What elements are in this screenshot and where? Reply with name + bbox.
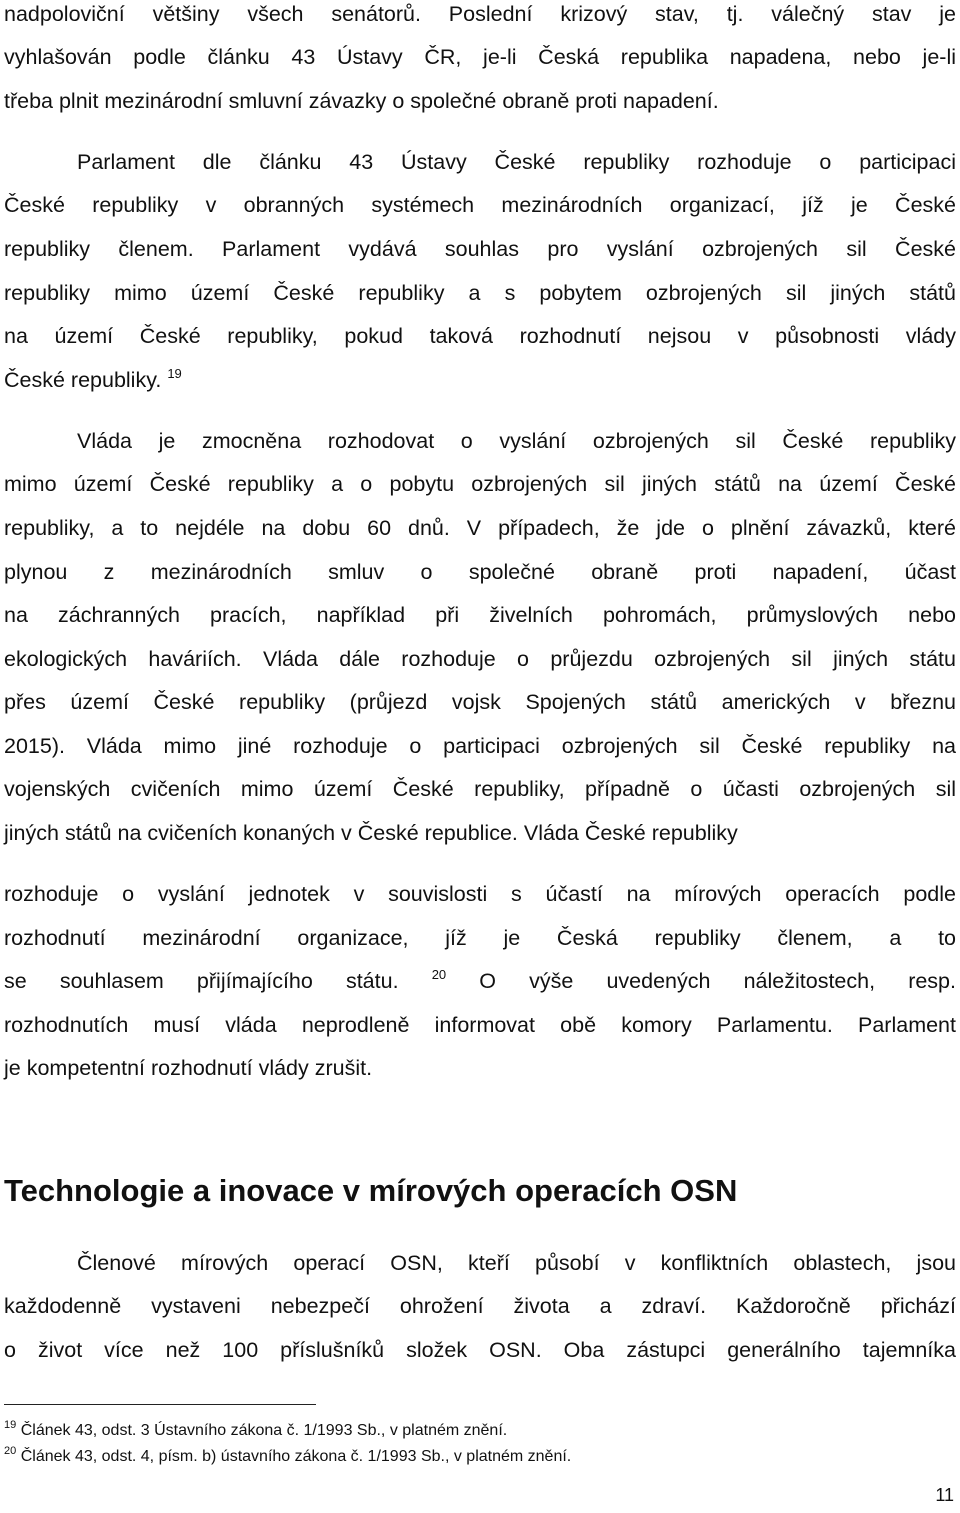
paragraph-line: republiky členem. Parlament vydává souhlas pro vyslání ozbrojených sil České bbox=[4, 237, 956, 261]
paragraph-line: každodenně vystaveni nebezpečí ohrožení života a zdraví. Každoročně přichází bbox=[4, 1294, 956, 1318]
footnote-text: Článek 43, odst. 3 Ústavního zákona č. 1/1993 Sb., v platném znění. bbox=[20, 1422, 508, 1439]
paragraph-line: vyhlašován podle článku 43 Ústavy ČR, je-li Česká republika napadena, nebo je-li bbox=[4, 45, 956, 69]
paragraph-line: na území České republiky, pokud taková rozhodnutí nejsou v působnosti vlády bbox=[4, 324, 956, 348]
footnote-reference[interactable]: 19 bbox=[167, 366, 182, 381]
footnote bbox=[4, 1446, 571, 1468]
paragraph-line: plynou z mezinárodních smluv o společné obraně proti napadení, účast bbox=[4, 560, 956, 584]
paragraph-line: mimo území České republiky a o pobytu ozbrojených sil jiných států na území České bbox=[4, 472, 956, 496]
paragraph-line: republiky, a to nejdéle na dobu 60 dnů. V případech, že jde o plnění závazků, které bbox=[4, 516, 956, 540]
paragraph-line: České republiky v obranných systémech mezinárodních organizací, jíž je České bbox=[4, 193, 956, 217]
footnote-number: 20 bbox=[4, 1445, 17, 1457]
section-heading: Technologie a inovace v mírových operacích OSN bbox=[4, 1173, 738, 1208]
paragraph-line: Členové mírových operací OSN, kteří působí v konfliktních oblastech, jsou bbox=[77, 1251, 956, 1275]
footnote bbox=[4, 1420, 507, 1442]
paragraph-line: přes území České republiky (průjezd vojsk Spojených států amerických v březnu bbox=[4, 690, 956, 714]
paragraph-line bbox=[4, 967, 956, 995]
paragraph-text: O výše uvedených náležitostech, resp. bbox=[479, 969, 956, 993]
footnote-reference[interactable]: 20 bbox=[431, 967, 447, 982]
paragraph-line: Parlament dle článku 43 Ústavy České republiky rozhoduje o participaci bbox=[77, 150, 956, 174]
paragraph-line: Vláda je zmocněna rozhodovat o vyslání ozbrojených sil České republiky bbox=[77, 429, 956, 453]
page-number: 11 bbox=[935, 1485, 954, 1505]
paragraph-line: ekologických haváriích. Vláda dále rozhoduje o průjezdu ozbrojených sil jiných státu bbox=[4, 647, 956, 671]
paragraph-line: nadpoloviční většiny všech senátorů. Poslední krizový stav, tj. válečný stav je bbox=[4, 2, 956, 26]
paragraph-line: rozhodnutích musí vláda neprodleně informovat obě komory Parlamentu. Parlament bbox=[4, 1013, 956, 1037]
paragraph-line: je kompetentní rozhodnutí vlády zrušit. bbox=[4, 1056, 373, 1080]
paragraph-line: rozhoduje o vyslání jednotek v souvislosti s účastí na mírových operacích podle bbox=[4, 882, 956, 906]
paragraph-line bbox=[4, 366, 956, 394]
paragraph-line: jiných států na cvičeních konaných v České republice. Vláda České republiky bbox=[4, 821, 738, 845]
paragraph-line: na záchranných pracích, například při živelních pohromách, průmyslových nebo bbox=[4, 603, 956, 627]
paragraph-line: rozhodnutí mezinárodní organizace, jíž je Česká republiky členem, a to bbox=[4, 926, 956, 950]
footnote-separator bbox=[4, 1404, 316, 1405]
footnote-number: 19 bbox=[4, 1419, 17, 1431]
paragraph-text: České republiky. bbox=[4, 368, 162, 392]
paragraph-line: vojenských cvičeních mimo území České republiky, případně o účasti ozbrojených sil bbox=[4, 777, 956, 801]
paragraph-line: třeba plnit mezinárodní smluvní závazky o společné obraně proti napadení. bbox=[4, 89, 719, 113]
paragraph-text: se souhlasem přijímajícího státu. bbox=[4, 969, 399, 993]
footnote-text: Článek 43, odst. 4, písm. b) ústavního zákona č. 1/1993 Sb., v platném znění. bbox=[20, 1448, 572, 1465]
paragraph-line: o život více než 100 příslušníků složek OSN. Oba zástupci generálního tajemníka bbox=[4, 1338, 956, 1362]
paragraph-line: republiky mimo území České republiky a s pobytem ozbrojených sil jiných států bbox=[4, 281, 956, 305]
paragraph-line: 2015). Vláda mimo jiné rozhoduje o participaci ozbrojených sil České republiky na bbox=[4, 734, 956, 758]
